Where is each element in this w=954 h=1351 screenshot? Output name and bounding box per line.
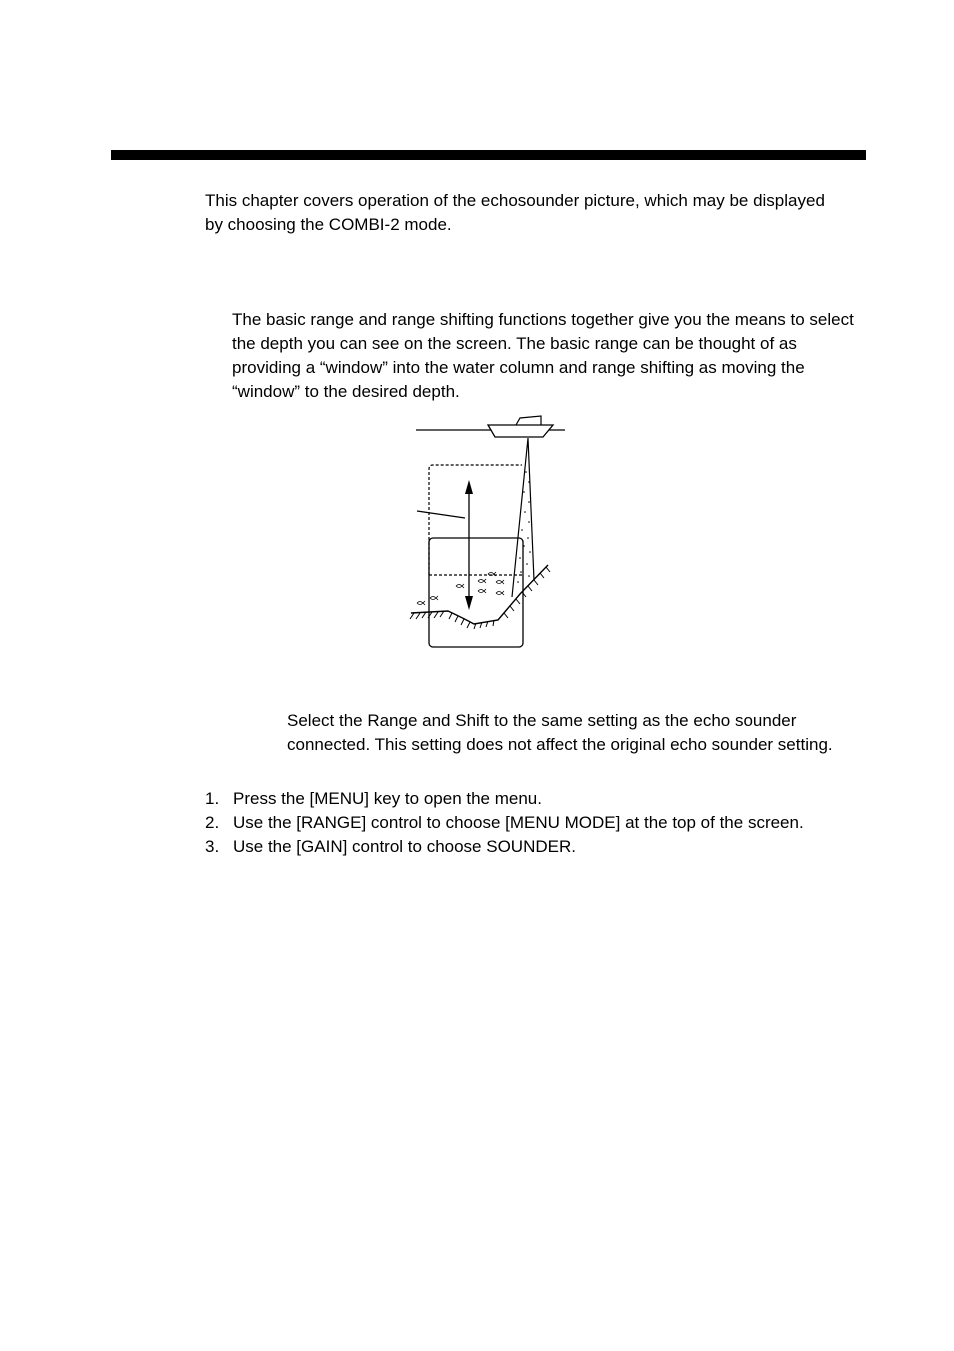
shift-arrow-head-up — [465, 480, 473, 494]
step-text: Use the [RANGE] control to choose [MENU MODE] at the top of the screen. — [233, 813, 804, 832]
list-item — [205, 835, 865, 859]
step-number: 3. — [205, 837, 220, 856]
seabed-line — [411, 565, 548, 624]
procedure-steps — [205, 787, 865, 859]
range-shift-paragraph: The basic range and range shifting functions together give you the means to select the depth you can see on the screen. The basic range can be thought of as providing a “window” into the water column and range shifting as moving the “window” to the desired depth. — [232, 310, 854, 401]
step-text: Use the [GAIN] control to choose SOUNDER. — [233, 837, 576, 856]
list-item — [205, 787, 865, 811]
boat-cabin — [516, 416, 541, 425]
shifted-window — [429, 465, 522, 575]
list-item — [205, 811, 865, 835]
intro-paragraph: This chapter covers operation of the echosounder picture, which may be displayed by choosing the COMBI-2 mode. — [205, 191, 825, 234]
leader-line — [417, 511, 465, 518]
range-shift-diagram — [408, 412, 568, 652]
boat-hull — [488, 425, 553, 437]
fish-school — [417, 572, 504, 605]
shift-arrow-head-down — [465, 596, 473, 610]
chapter-header-rule — [111, 150, 866, 160]
note-paragraph: Select the Range and Shift to the same setting as the echo sounder connected. This setting does not affect the original echo sounder setting. — [287, 711, 833, 754]
step-number: 1. — [205, 789, 220, 808]
step-text: Press the [MENU] key to open the menu. — [233, 789, 542, 808]
step-number: 2. — [205, 813, 220, 832]
basic-range-window — [429, 538, 523, 647]
